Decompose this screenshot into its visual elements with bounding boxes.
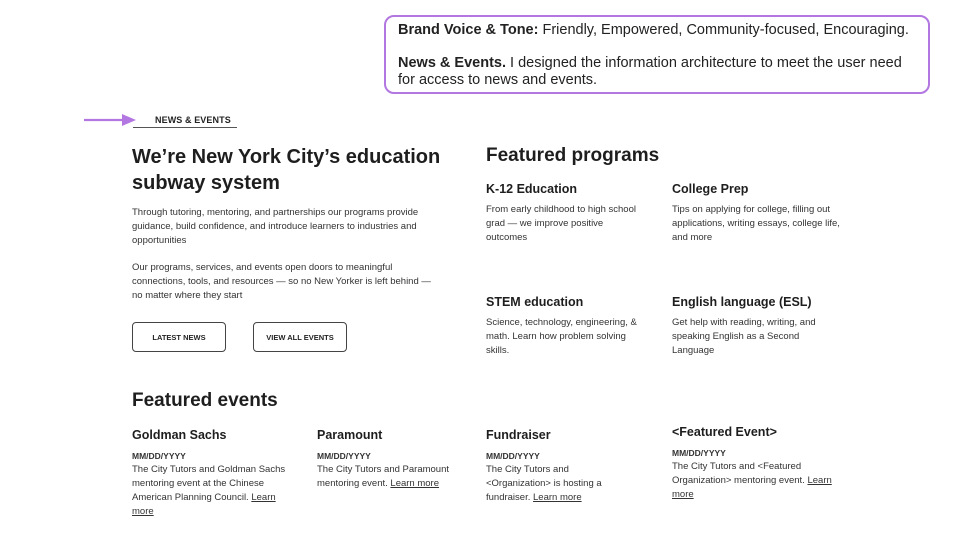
section-tag-underline	[133, 127, 237, 128]
event-date: MM/DD/YYYY	[486, 451, 540, 461]
event-desc	[672, 460, 837, 502]
program-card-college-prep[interactable]	[672, 181, 842, 245]
event-title: Goldman Sachs	[132, 428, 227, 442]
pointer-arrow-icon	[84, 113, 136, 127]
hero-paragraph-2: Our programs, services, and events open doors to meaningful connections, tools, and resources — so no New Yorker is left behind — no matter where they start	[132, 262, 431, 301]
annotation-callout	[384, 15, 930, 94]
event-date: MM/DD/YYYY	[672, 448, 726, 458]
program-title: K-12 Education	[486, 182, 577, 196]
program-desc: Tips on applying for college, filling out applications, writing essays, college life, and more	[672, 204, 840, 243]
event-card-goldman-sachs	[132, 427, 290, 519]
event-title: Fundraiser	[486, 428, 551, 442]
events-title: Featured events	[132, 390, 278, 411]
program-card-esl[interactable]	[672, 294, 842, 358]
program-title: College Prep	[672, 182, 749, 196]
event-desc	[317, 463, 475, 491]
news-text: I designed the information architecture to meet the user need for access to news and events.	[398, 55, 902, 88]
hero-title: We’re New York City’s education subway system	[132, 146, 441, 194]
program-title: English language (ESL)	[672, 295, 812, 309]
program-card-k12[interactable]	[486, 181, 646, 245]
learn-more-link[interactable]: Learn more	[390, 478, 439, 489]
event-desc	[132, 463, 290, 519]
hero-paragraph-1: Through tutoring, mentoring, and partnerships our programs provide guidance, build confidence, and introduce learners to industries and opportunities	[132, 207, 419, 246]
event-card-paramount	[317, 427, 475, 491]
event-desc-text: The City Tutors and Goldman Sachs mentoring event at the Chinese American Planning Council.	[132, 464, 286, 503]
program-desc: Get help with reading, writing, and speaking English as a Second Language	[672, 317, 816, 356]
program-card-stem[interactable]	[486, 294, 646, 358]
learn-more-link[interactable]: Learn more	[132, 492, 276, 517]
tone-label: Brand Voice & Tone:	[398, 22, 539, 38]
tone-text: Friendly, Empowered, Community-focused, Encouraging.	[538, 22, 909, 38]
view-all-events-button[interactable]: VIEW ALL EVENTS	[253, 322, 347, 352]
event-date: MM/DD/YYYY	[317, 451, 371, 461]
news-label: News & Events.	[398, 55, 506, 71]
programs-title: Featured programs	[486, 145, 660, 166]
latest-news-button[interactable]: LATEST NEWS	[132, 322, 226, 352]
event-card-featured	[672, 424, 837, 502]
event-title: <Featured Event>	[672, 425, 777, 439]
event-desc-text: The City Tutors and Paramount mentoring event.	[317, 464, 450, 489]
program-desc: Science, technology, engineering, & math. Learn how problem solving skills.	[486, 317, 637, 356]
event-card-fundraiser	[486, 427, 636, 505]
event-desc-text: The City Tutors and <Featured Organization> mentoring event.	[672, 461, 805, 486]
news-note	[398, 55, 916, 89]
learn-more-link[interactable]: Learn more	[672, 475, 832, 500]
program-desc: From early childhood to high school grad — we improve positive outcomes	[486, 204, 636, 243]
event-desc	[486, 463, 636, 505]
learn-more-link[interactable]: Learn more	[533, 492, 582, 503]
event-title: Paramount	[317, 428, 383, 442]
section-tag[interactable]: NEWS & EVENTS	[155, 115, 231, 125]
tone-note	[398, 22, 916, 39]
event-desc-text: The City Tutors and <Organization> is hosting a fundraiser.	[486, 464, 602, 503]
program-title: STEM education	[486, 295, 584, 309]
event-date: MM/DD/YYYY	[132, 451, 186, 461]
